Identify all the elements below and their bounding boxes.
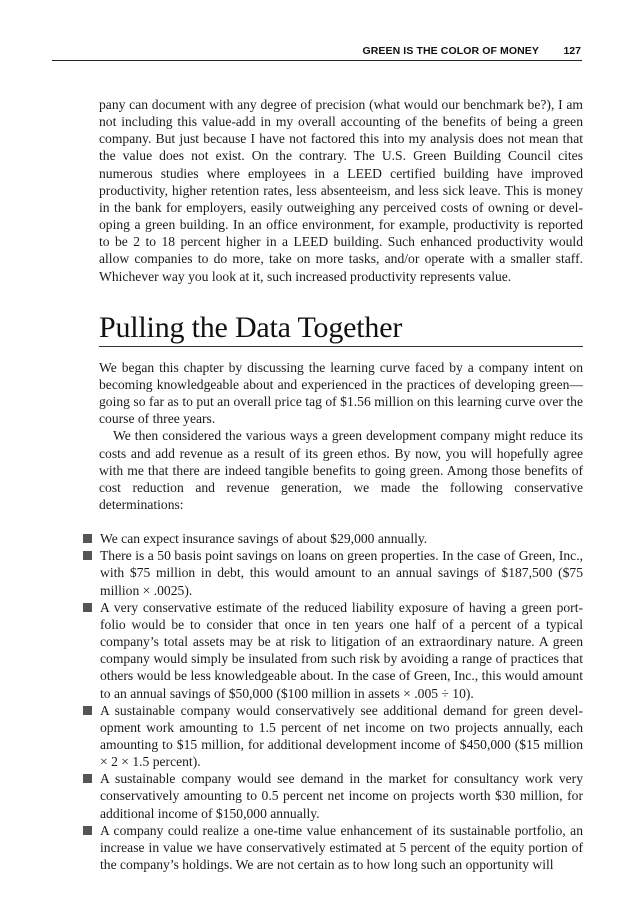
running-title: GREEN IS THE COLOR OF MONEY: [362, 45, 539, 57]
list-item: [83, 702, 583, 771]
determinations-list: [83, 530, 583, 873]
section-paragraph-2: We then considered the various ways a green development company might reduce its costs and add revenue as a result of its green ethos. By now, you will hopefully agree with me that there are indeed tangible benefits to going green. Among those benefits of cost reduction and revenue generation, we made the following conservative determinations:: [99, 428, 583, 512]
list-item-text: There is a 50 basis point savings on loans on green properties. In the case of Green, Inc., with $75 million in debt, this would amount to an annual savings of $187,500 ($75 million × .0025).: [100, 548, 583, 598]
list-item: [83, 599, 583, 702]
list-item-text: A sustainable company would conservatively see additional demand for green development work amounting to 1.5 percent of net income on two projects annually, each amounting to $15 million, for additional development income of $450,000 ($15 million × 2 × 1.5 percent).: [100, 702, 583, 770]
section-heading: Pulling the Data Together: [99, 311, 583, 347]
square-bullet-icon: [83, 534, 92, 543]
list-item: [83, 530, 583, 547]
square-bullet-icon: [83, 826, 92, 835]
list-item: [83, 770, 583, 821]
section-body: [99, 359, 583, 874]
square-bullet-icon: [83, 774, 92, 783]
running-header: [52, 44, 582, 61]
list-item: [83, 822, 583, 873]
section-paragraph-1: We began this chapter by discussing the learning curve faced by a company intent on becoming knowledgeable about and experienced in the practices of developing green—going so far as to put an overall price tag of $1.56 million on this learning curve over the course of three years.: [99, 359, 583, 427]
square-bullet-icon: [83, 603, 92, 612]
page-number: 127: [563, 45, 581, 57]
square-bullet-icon: [83, 551, 92, 560]
list-item-text: We can expect insurance savings of about $29,000 annually.: [100, 531, 428, 547]
list-item-text: A company could realize a one-time value enhancement of its sustainable portfolio, an increase in value we have conservatively estimated at 5 percent of the equity portion of the company’s holdings. We are not certain as to how long such an opportunity will: [100, 822, 583, 873]
list-item-text: A sustainable company would see demand in the market for consultancy work very conservatively amounting to 0.5 percent net income on projects worth $30 million, for additional income of $150,000 annually.: [100, 771, 583, 821]
list-item: [83, 547, 583, 598]
square-bullet-icon: [83, 706, 92, 715]
page-body: [99, 96, 583, 873]
list-item-text: A very conservative estimate of the reduced liability exposure of having a green portfolio would be to consider that once in ten years one half of a percent of a typical company’s total assets may be at risk to litigation of an extraordinary nature. A green company would simply be insulated from such risk by avoiding a range of practices that others would be less knowledgeable about. In the case of Green, Inc., this would amount to an annual savings of $50,000 ($100 million in assets × .005 ÷ 10).: [100, 599, 583, 701]
intro-paragraph: pany can document with any degree of precision (what would our benchmark be?), I am not including this value-add in my overall accounting of the benefits of being a green company. But just because I have not factored this into my analysis does not mean that the value does not exist. On the contrary. The U.S. Green Building Council cites numerous studies where employees in a LEED certified building have improved productivity, higher retention rates, less absenteeism, and less sick leave. This is money in the bank for employers, easily outweighing any perceived costs of owning or developing a green building. In an office environment, for example, productivity is reported to be 2 to 18 percent higher in a LEED building. Such enhanced productivity would allow companies to do more, take on more tasks, and/or operate with a smaller staff. Whichever way you look at it, such increased productivity represents value.: [99, 97, 583, 284]
